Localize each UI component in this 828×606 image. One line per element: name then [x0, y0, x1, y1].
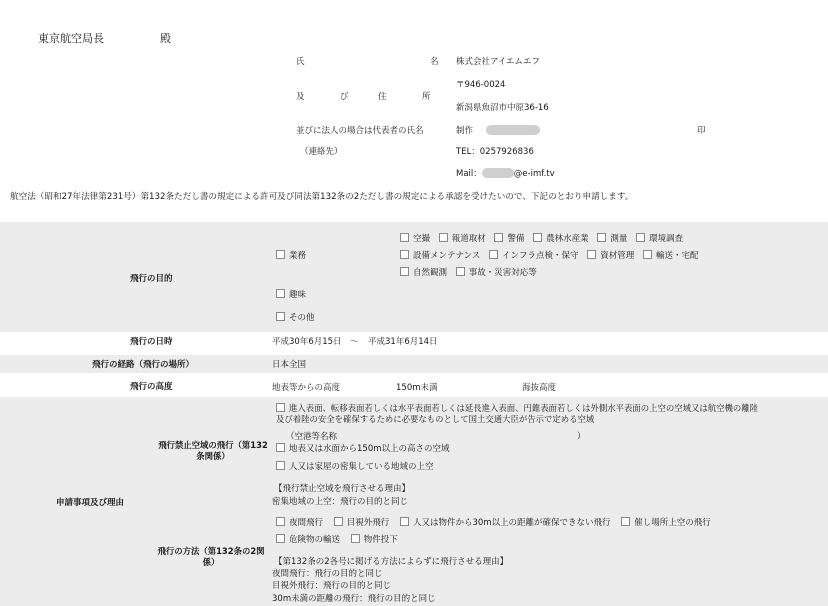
night-checkbox[interactable] [276, 517, 285, 526]
name-label-2: 名 [430, 57, 439, 67]
method-options-row2 [276, 533, 398, 545]
intro-statement: 航空法（昭和27年法律第231号）第132条ただし書の規定による許可及び同法第132条の2ただし書の規定による承認を受けたいので、下記のとおり申請します。 [10, 192, 634, 202]
item-survey[interactable]: 測量 [597, 234, 627, 244]
method-drop[interactable]: 物件投下 [351, 535, 398, 545]
company-name: 株式会社アイエムエフ [456, 57, 540, 67]
datetime-tilde: ～ [350, 337, 359, 347]
redacted-email-user [482, 168, 514, 178]
item-aerial-photo[interactable]: 空撮 [400, 234, 430, 244]
airport-name-field[interactable]: （空港等名称 ） [286, 432, 586, 442]
restricted-airspace-label: 飛行禁止空域の飛行（第132条関係） [158, 440, 268, 461]
agriculture-checkbox[interactable] [533, 233, 542, 242]
delivery-checkbox[interactable] [643, 250, 652, 259]
item-nature[interactable]: 自然観測 [400, 268, 447, 278]
purpose-label: 飛行の目的 [130, 274, 173, 284]
method-reason-heading: 【第132条の2各号に掲げる方法によらずに飛行させる理由】 [274, 557, 509, 567]
dangerous-checkbox[interactable] [276, 534, 285, 543]
name-label-1: 氏 [296, 57, 305, 67]
news-checkbox[interactable] [439, 233, 448, 242]
application-label: 申請事項及び理由 [56, 498, 125, 508]
nature-checkbox[interactable] [400, 267, 409, 276]
altitude-ground-value: 150m未満 [396, 383, 438, 393]
addr-label-3: 住 [378, 92, 387, 102]
maintenance-checkbox[interactable] [400, 250, 409, 259]
email-prefix: Mail： [456, 169, 482, 179]
item-news[interactable]: 報道取材 [439, 234, 486, 244]
representative-label: 並びに法人の場合は代表者の氏名 [296, 126, 424, 136]
method-beyond-sight[interactable]: 目視外飛行 [334, 518, 390, 528]
method-reason-2: 目視外飛行：飛行の目的と同じ [272, 581, 392, 591]
datetime-end: 平成31年6月14日 [368, 337, 438, 347]
item-infrastructure[interactable]: インフラ点検・保守 [489, 251, 579, 261]
item-agriculture[interactable]: 農林水産業 [533, 234, 589, 244]
method-dangerous[interactable]: 危険物の輸送 [276, 535, 340, 545]
infrastructure-checkbox[interactable] [489, 250, 498, 259]
aerial-photo-checkbox[interactable] [400, 233, 409, 242]
addressee-office: 東京航空局長 [38, 32, 104, 45]
addr-label-1: 及 [296, 92, 305, 102]
contact-label: （連絡先） [300, 147, 343, 157]
beyond-sight-checkbox[interactable] [334, 517, 343, 526]
item-security[interactable]: 警備 [494, 234, 524, 244]
restricted-reason-text: 密集地域の上空：飛行の目的と同じ [272, 497, 409, 507]
altitude-sea-label: 海抜高度 [522, 383, 557, 393]
30m-checkbox[interactable] [400, 517, 409, 526]
redacted-name [486, 125, 540, 135]
other-checkbox[interactable] [276, 312, 285, 321]
addr-label-2: び [340, 92, 349, 102]
method-event[interactable]: 催し場所上空の飛行 [621, 518, 711, 528]
disaster-checkbox[interactable] [456, 267, 465, 276]
restricted-opt3-checkbox[interactable] [276, 461, 285, 470]
business-items-row2 [400, 249, 698, 261]
method-30m[interactable]: 人又は物件から30m以上の距離が確保できない飛行 [400, 518, 611, 528]
restricted-option-1[interactable]: 進入表面、転移表面若しくは水平表面若しくは延長進入表面、円錐表面若しくは外側水平表面の上空の空域又は航空機の離陸及び着陸の安全を確保するために必要なものとして国土交通大臣が告示で定める空域 [276, 403, 758, 424]
representative-title: 制作 [456, 126, 474, 136]
restricted-option-2[interactable]: 地表又は水面から150m以上の高さの空域 [276, 442, 450, 454]
business-option[interactable]: 業務 [276, 249, 306, 261]
route-value: 日本全国 [272, 360, 307, 370]
altitude-label: 飛行の高度 [130, 382, 173, 392]
datetime-label: 飛行の日時 [130, 337, 173, 347]
datetime-start: 平成30年6月15日 [272, 337, 342, 347]
drop-checkbox[interactable] [351, 534, 360, 543]
other-option[interactable]: その他 [276, 311, 315, 323]
item-disaster[interactable]: 事故・災害対応等 [456, 268, 537, 278]
materials-checkbox[interactable] [587, 250, 596, 259]
seal-mark: 印 [697, 126, 706, 136]
altitude-ground-label: 地表等からの高度 [272, 383, 341, 393]
application-band [0, 397, 828, 606]
restricted-opt2-checkbox[interactable] [276, 443, 285, 452]
email-domain: @e-imf.tv [513, 169, 555, 179]
postal-code: 〒946-0024 [456, 80, 506, 90]
restricted-opt1-checkbox[interactable] [276, 403, 285, 412]
event-checkbox[interactable] [621, 517, 630, 526]
representative [456, 124, 540, 136]
route-label: 飛行の経路（飛行の場所） [92, 360, 195, 370]
addressee-honorific: 殿 [160, 32, 171, 45]
business-items-row3 [400, 266, 537, 278]
item-maintenance[interactable]: 設備メンテナンス [400, 251, 480, 261]
restricted-option-3[interactable]: 人又は家屋の密集している地域の上空 [276, 460, 434, 472]
telephone: TEL：0257926836 [456, 147, 534, 157]
hobby-option[interactable]: 趣味 [276, 288, 306, 300]
survey-checkbox[interactable] [597, 233, 606, 242]
method-options-row1 [276, 516, 711, 528]
address: 新潟県魚沼市中原36-16 [456, 103, 549, 113]
method-reason-3: 30m未満の距離の飛行：飛行の目的と同じ [272, 594, 436, 604]
business-items-row1 [400, 232, 683, 244]
method-night[interactable]: 夜間飛行 [276, 518, 323, 528]
environment-checkbox[interactable] [636, 233, 645, 242]
addr-label-4: 所 [422, 92, 431, 102]
restricted-reason-heading: 【飛行禁止空域を飛行させる理由】 [274, 484, 411, 494]
item-environment[interactable]: 環境調査 [636, 234, 683, 244]
security-checkbox[interactable] [494, 233, 503, 242]
item-delivery[interactable]: 輸送・宅配 [643, 251, 699, 261]
method-reason-1: 夜間飛行：飛行の目的と同じ [272, 569, 383, 579]
email [456, 167, 555, 179]
hobby-checkbox[interactable] [276, 289, 285, 298]
flight-method-label: 飛行の方法（第132条の2関係） [157, 546, 265, 567]
item-materials[interactable]: 資材管理 [587, 251, 634, 261]
business-checkbox[interactable] [276, 250, 285, 259]
